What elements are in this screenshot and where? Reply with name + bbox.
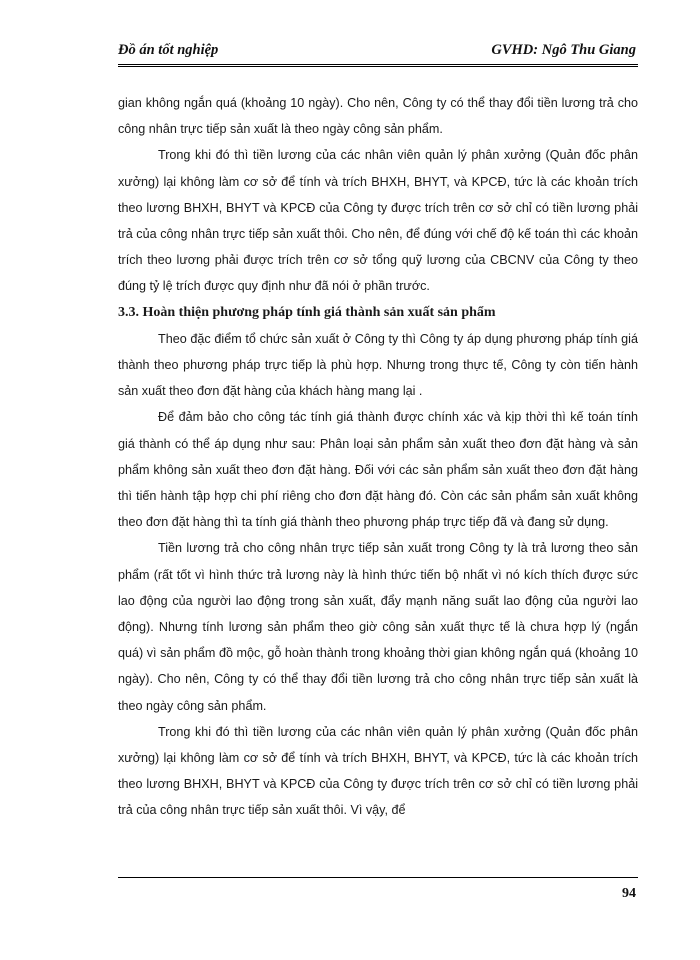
header-supervisor: GVHD: Ngô Thu Giang — [491, 42, 636, 58]
paragraph: Theo đặc điểm tổ chức sản xuất ở Công ty thì Công ty áp dụng phương pháp tính giá thành theo phương pháp trực tiếp là phù hợp. Nhưng trong thực tế, Công ty còn tiến hành sản xuất theo đơn đặt hàng của khách hàng mang lại . — [118, 331, 638, 399]
paragraph: Tiền lương trả cho công nhân trực tiếp sản xuất trong Công ty là trả lương theo sản phẩm (rất tốt vì hình thức trả lương này là hình thức tiến bộ nhất vì nó kích thích được sức lao động của người lao động trong sản xuất, đẩy mạnh năng suất lao động của người lao động). Nhưng tính lương sản phẩm theo giờ công sản xuất thực tế là chưa hợp lý (ngắn quá) vì sản phẩm đồ mộc, gỗ hoàn thành trong khoảng thời gian không ngắn quá (khoảng 10 ngày). Cho nên, Công ty có thể thay đổi tiền lương trả cho công nhân trực tiếp sản xuất là theo ngày công sản phẩm. — [118, 541, 638, 713]
paragraph: Trong khi đó thì tiền lương của các nhân viên quản lý phân xưởng (Quản đốc phân xưởng) lại không làm cơ sở để tính và trích BHXH, BHYT, và KPCĐ, tức là các khoản trích theo lương BHXH, BHYT và KPCĐ của Công ty được trích trên cơ sở chỉ có tiền lương phải trả của công nhân trực tiếp sản xuất thôi. Vì vậy, để — [118, 724, 638, 818]
paragraph: gian không ngắn quá (khoảng 10 ngày). Cho nên, Công ty có thể thay đổi tiền lương trả cho công nhân trực tiếp sản xuất là theo ngày công sản phẩm. — [118, 96, 638, 137]
paragraph: Để đảm bảo cho công tác tính giá thành được chính xác và kịp thời thì kế toán tính giá thành có thể áp dụng như sau: Phân loại sản phẩm sản xuất theo đơn đặt hàng và sản phẩm không sản xuất theo đơn đặt hàng. Đối với các sản phẩm sản xuất theo đơn đặt hàng thì tiến hành tập hợp chi phí riêng cho đơn đặt hàng đó. Còn các sản phẩm sản xuất không theo đơn đặt hàng thì ta tính giá thành theo phương pháp trực tiếp đã và đang sử dụng. — [118, 410, 638, 530]
document-body — [118, 90, 638, 824]
page-header — [118, 38, 638, 67]
paragraph: Trong khi đó thì tiền lương của các nhân viên quản lý phân xưởng (Quản đốc phân xưởng) lại không làm cơ sở để tính và trích BHXH, BHYT, và KPCĐ, tức là các khoản trích theo lương BHXH, BHYT và KPCĐ của Công ty được trích trên cơ sở chỉ có tiền lương phải trả của công nhân trực tiếp sản xuất thôi. Cho nên, để đúng với chế độ kế toán thì các khoản trích theo lương phải được trích trên cơ sở tổng quỹ lương của CBCNV của Công ty theo đúng tỷ lệ trích được quy định như đã nói ở phần trước. — [118, 148, 638, 294]
header-title: Đồ án tốt nghiệp — [118, 42, 219, 58]
footer-divider — [118, 877, 638, 878]
page-number: 94 — [622, 886, 636, 901]
section-heading: 3.3. Hoàn thiện phương pháp tính giá thành sản xuất sản phẩm — [118, 304, 496, 320]
